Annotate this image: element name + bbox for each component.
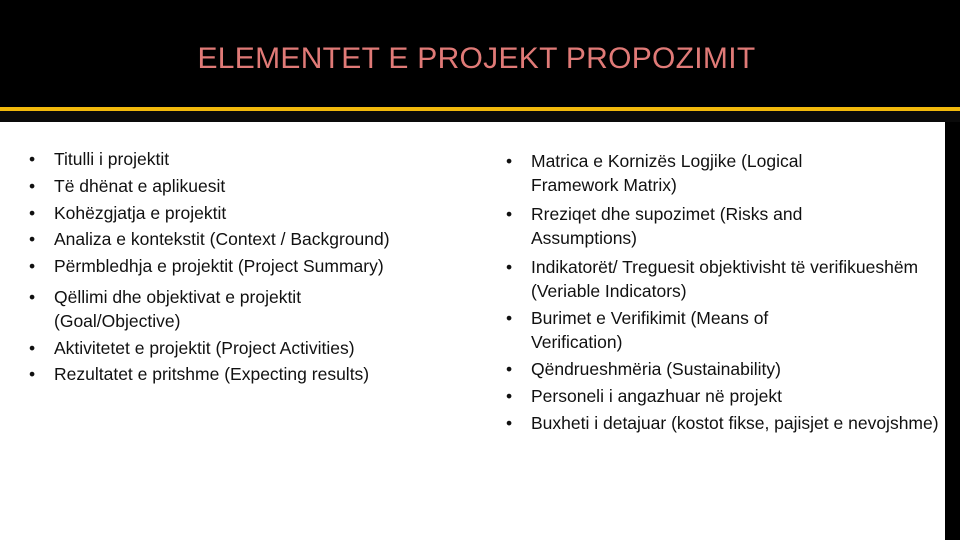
bullet: • [29, 364, 36, 385]
list-item [29, 227, 489, 251]
bullet: • [506, 204, 513, 224]
list-item-text: Rezultatet e pritshme (Expecting results) [54, 364, 370, 385]
bullet: • [29, 256, 36, 277]
left-list-group-2 [29, 285, 370, 386]
list-item [29, 336, 494, 360]
list-item-text: Analiza e kontekstit (Context / Background) [54, 229, 390, 250]
bullet: • [29, 149, 36, 169]
bullet: • [29, 337, 36, 358]
list-item-text: Qëndrueshmëria (Sustainability) [531, 359, 781, 379]
list-item-text: Aktivitetet e projektit (Project Activities) [54, 337, 355, 358]
list-item-text: Rreziqet dhe supozimet (Risks and Assumptions) [531, 204, 803, 248]
list-item [29, 174, 489, 198]
list-item-text: Burimet e Verifikimit (Means of Verification) [531, 308, 769, 352]
bullet: • [506, 386, 513, 406]
bullet: • [506, 257, 513, 277]
list-item [506, 411, 951, 435]
list-item [506, 384, 936, 408]
bullet: • [29, 229, 36, 250]
left-column [29, 147, 489, 389]
list-item [506, 255, 921, 303]
list-item-text: Matrica e Kornizës Logjike (Logical Framework Matrix) [531, 151, 803, 195]
list-item-text: Personeli i angazhuar në projekt [531, 386, 782, 406]
bullet: • [29, 175, 36, 196]
left-list-group-1 [29, 147, 489, 278]
list-item-text: Kohëzgjatja e projektit [54, 202, 227, 223]
list-item [29, 285, 349, 333]
header-band [0, 111, 960, 122]
bullet: • [506, 413, 513, 433]
list-item [506, 202, 891, 250]
list-item-text: Qëllimi dhe objektivat e projektit (Goal/Objective) [54, 287, 302, 332]
list-item-text: Të dhënat e aplikuesit [54, 175, 226, 196]
list-item-text: Indikatorët/ Treguesit objektivisht të verifikueshëm (Veriable Indicators) [531, 257, 919, 301]
right-edge-bar [945, 122, 960, 540]
slide-title: ELEMENTET E PROJEKT PROPOZIMIT [197, 42, 756, 75]
right-column [506, 149, 939, 440]
list-item [29, 147, 489, 171]
list-item [506, 149, 891, 197]
list-item-text: Titulli i projektit [54, 149, 170, 169]
list-item-text: Buxheti i detajuar (kostot fikse, pajisjet e nevojshme) [531, 413, 939, 433]
list-item [506, 306, 861, 354]
title-bar [0, 0, 960, 107]
right-list [506, 149, 939, 435]
list-item [29, 201, 489, 225]
list-item [29, 254, 489, 278]
list-item-text: Përmbledhja e projektit (Project Summary) [54, 256, 384, 277]
bullet: • [29, 287, 36, 308]
bullet: • [29, 202, 36, 223]
bullet: • [506, 359, 513, 379]
list-item [506, 357, 936, 381]
bullet: • [506, 151, 513, 171]
bullet: • [506, 308, 513, 328]
list-item [29, 362, 494, 386]
